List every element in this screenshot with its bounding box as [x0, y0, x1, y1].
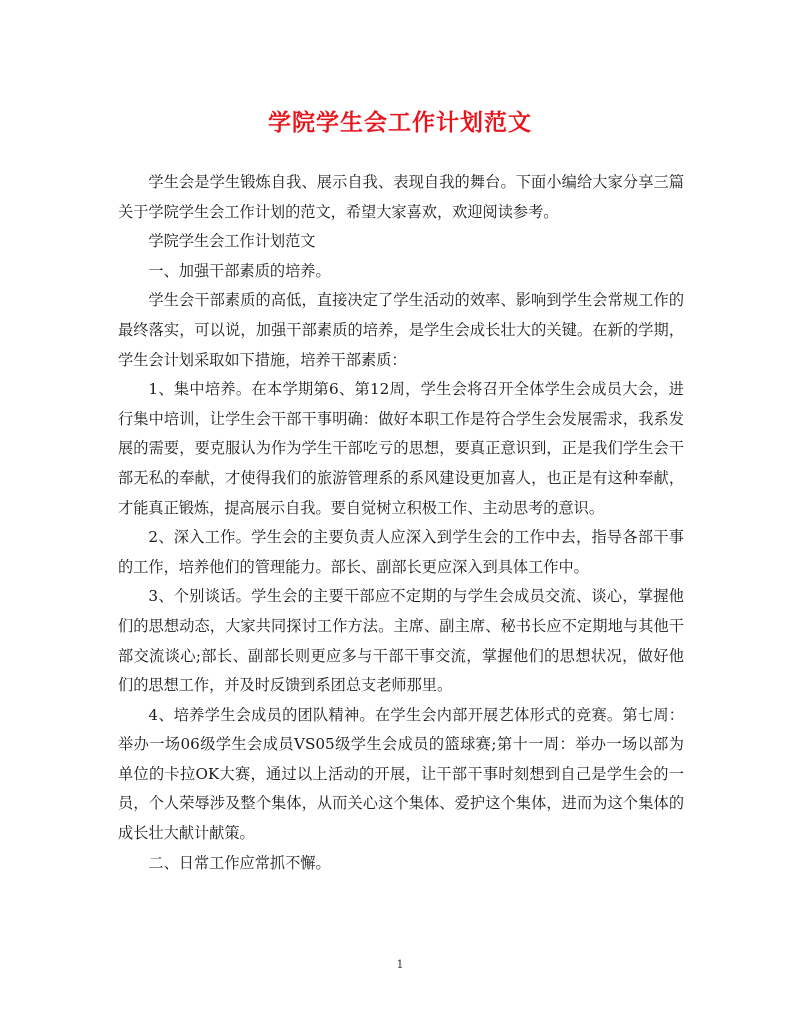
page-number: 1 [396, 958, 404, 971]
paragraph-section-1-body: 学生会干部素质的高低，直接决定了学生活动的效率、影响到学生会常规工作的最终落实，可以说，加强干部素质的培养，是学生会成长壮大的关键。在新的学期，学生会计划采取如下措施，培养干部素质： [118, 291, 684, 369]
paragraph-section-2-heading: 二、日常工作应常抓不懈。 [148, 853, 331, 872]
paragraph-subtitle: 学院学生会工作计划范文 [148, 232, 316, 251]
document-title: 学院学生会工作计划范文 [268, 110, 532, 136]
document-body [118, 168, 684, 878]
paragraph-item-1: 1、集中培养。在本学期第6、第12周，学生会将召开全体学生会成员大会，进行集中培训，让学生会干部干事明确：做好本职工作是符合学生会发展需求，我系发展的需要，要克服认为作为学生干部吃亏的思想，要真正意识到，正是我们学生会干部无私的奉献，才使得我们的旅游管理系的系风建设更加喜人，也正是有这种奉献，才能真正锻炼，提高展示自我。要自觉树立积极工作、主动思考的意识。 [118, 380, 684, 517]
paragraph-item-2: 2、深入工作。学生会的主要负责人应深入到学生会的工作中去，指导各部干事的工作，培养他们的管理能力。部长、副部长更应深入到具体工作中。 [118, 528, 684, 576]
paragraph-item-3: 3、个别谈话。学生会的主要干部应不定期的与学生会成员交流、谈心，掌握他们的思想动态，大家共同探讨工作方法。主席、副主席、秘书长应不定期地与其他干部交流谈心;部长、副部长则更应多与干部干事交流，掌握他们的思想状况，做好他们的思想工作，并及时反馈到系团总支老师那里。 [118, 587, 684, 695]
paragraph-item-4: 4、培养学生会成员的团队精神。在学生会内部开展艺体形式的竞赛。第七周：举办一场06级学生会成员VS05级学生会成员的篮球赛;第十一周：举办一场以部为单位的卡拉OK大赛，通过以上活动的开展，让干部干事时刻想到自己是学生会的一员，个人荣辱涉及整个集体，从而关心这个集体、爱护这个集体，进而为这个集体的成长壮大献计献策。 [118, 705, 684, 843]
paragraph-section-1-heading: 一、加强干部素质的培养。 [148, 261, 331, 280]
paragraph-intro: 学生会是学生锻炼自我、展示自我、表现自我的舞台。下面小编给大家分享三篇关于学院学生会工作计划的范文，希望大家喜欢，欢迎阅读参考。 [118, 173, 684, 221]
